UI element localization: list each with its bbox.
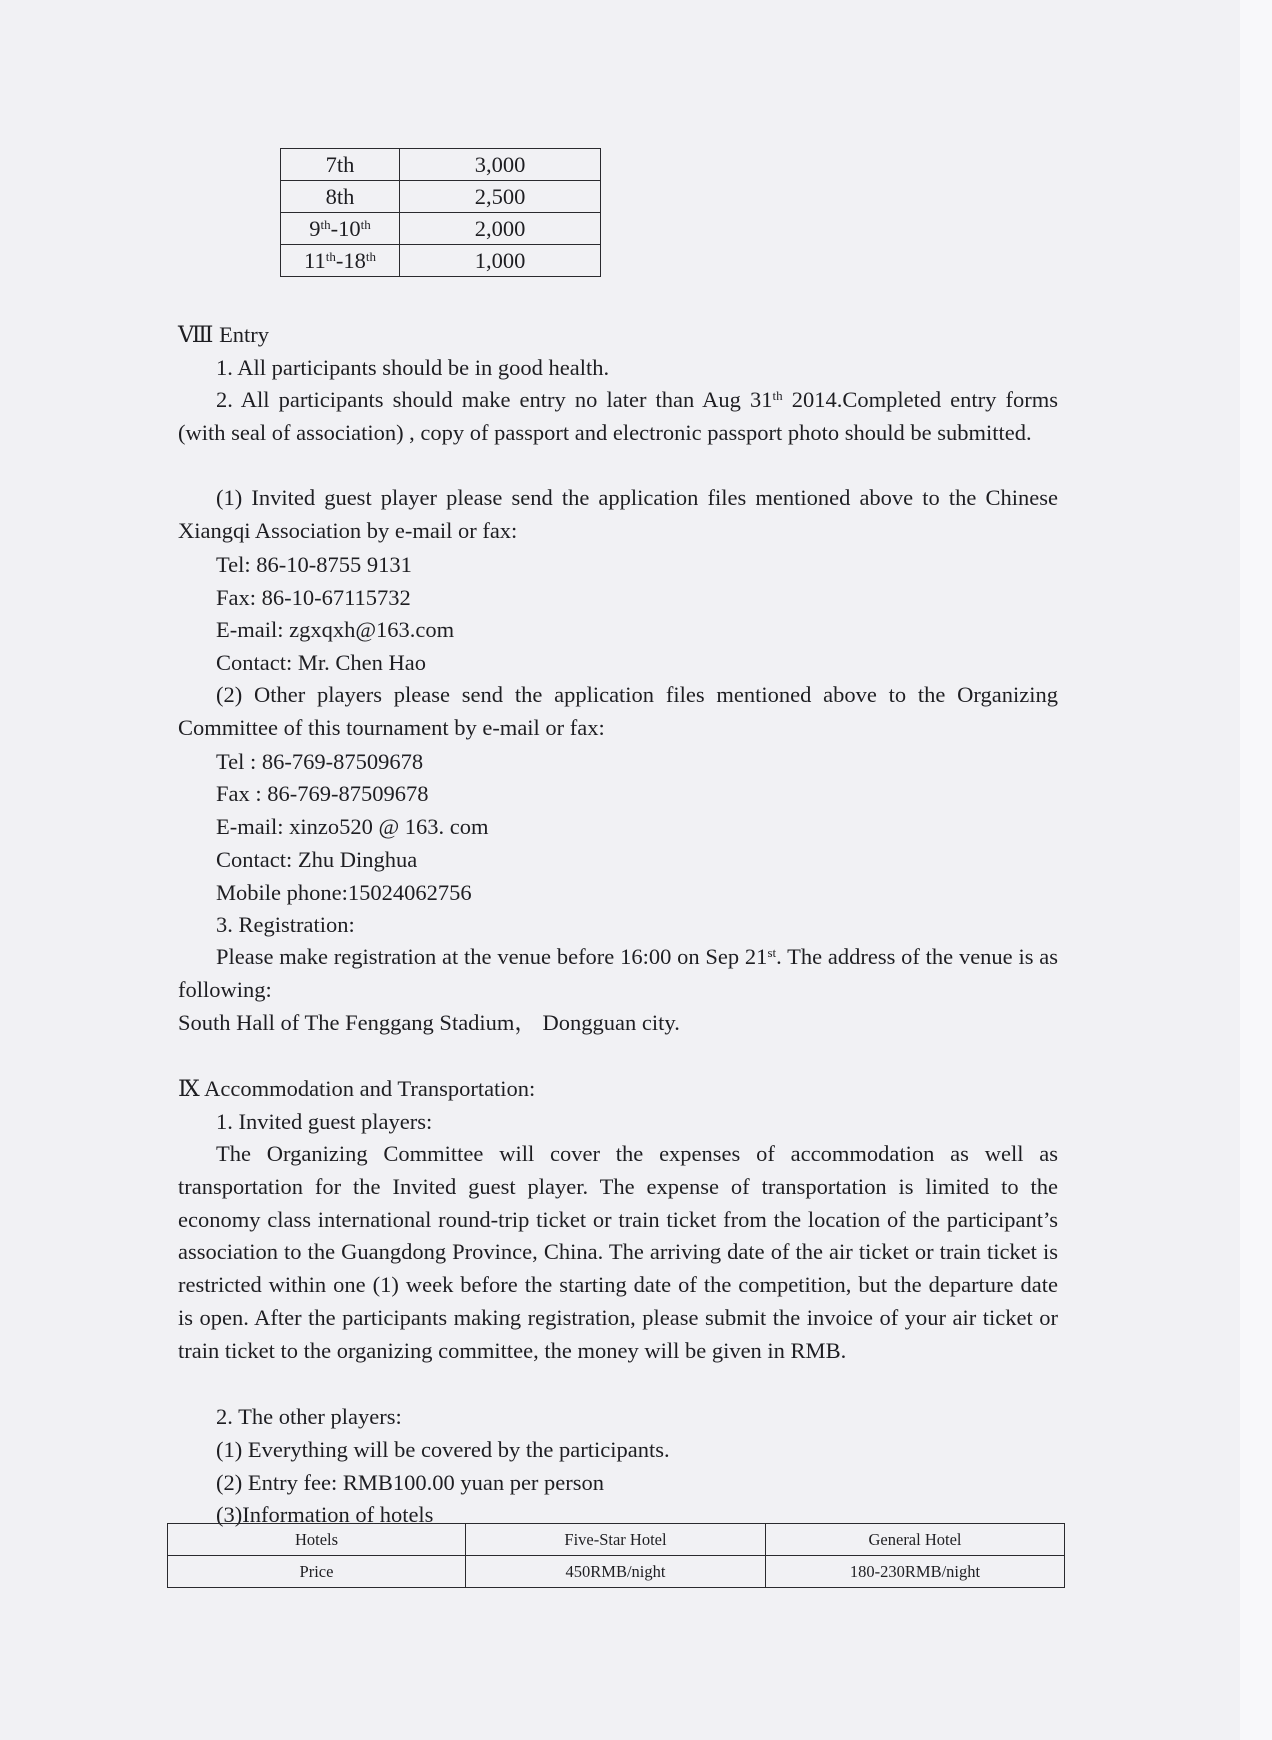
table-cell: 180-230RMB/night: [766, 1556, 1065, 1588]
entry-sub2-email: E-mail: xinzo520 @ 163. com: [216, 814, 489, 839]
entry-sub-2: (2) Other players please send the application files mentioned above to the Organizing Committee of this tournament by e-mail or fax:: [178, 682, 1058, 740]
entry-sub2-tel: Tel : 86-769-87509678: [216, 749, 424, 774]
table-cell: 450RMB/night: [466, 1556, 766, 1588]
rank-cell: 9th-10th: [281, 213, 400, 245]
table-header-cell: General Hotel: [766, 1524, 1065, 1556]
entry-sub1-fax: Fax: 86-10-67115732: [216, 585, 411, 610]
table-row: [168, 1556, 1065, 1588]
prize-table: [280, 148, 601, 277]
entry-sub-1: (1) Invited guest player please send the application files mentioned above to the Chinese Xiangqi Association by e-mail or fax:: [178, 485, 1058, 543]
hotel-table: [167, 1523, 1065, 1588]
rank-cell: 11th-18th: [281, 245, 400, 277]
table-cell: Price: [168, 1556, 466, 1588]
table-row: [281, 213, 601, 245]
amount-cell: 2,000: [400, 213, 601, 245]
entry-sub2-fax: Fax : 86-769-87509678: [216, 781, 429, 806]
amount-cell: 1,000: [400, 245, 601, 277]
amount-cell: 3,000: [400, 149, 601, 181]
entry-sub2-mobile: Mobile phone:15024062756: [216, 880, 472, 905]
amount-cell: 2,500: [400, 181, 601, 213]
entry-item-1: 1. All participants should be in good health.: [216, 355, 610, 380]
accommodation-item-1: 1. Invited guest players:: [216, 1109, 433, 1134]
table-header-row: [168, 1524, 1065, 1556]
accommodation-item-2-3: (3)Information of hotels: [216, 1502, 434, 1527]
entry-venue: South Hall of The Fenggang Stadium， Dongguan city.: [178, 1010, 680, 1035]
entry-item-2: 2. All participants should make entry no later than Aug 31th 2014.Completed entry forms (with seal of association) , copy of passport and electronic passport photo should be submitted.: [178, 387, 1058, 445]
entry-sub2-contact: Contact: Zhu Dinghua: [216, 847, 418, 872]
entry-item-3: 3. Registration:: [216, 912, 355, 937]
accommodation-item-2-2: (2) Entry fee: RMB100.00 yuan per person: [216, 1470, 605, 1495]
rank-cell: 8th: [281, 181, 400, 213]
table-header-cell: Hotels: [168, 1524, 466, 1556]
table-header-cell: Five-Star Hotel: [466, 1524, 766, 1556]
accommodation-heading: Ⅸ Accommodation and Transportation:: [178, 1076, 536, 1101]
table-row: [281, 245, 601, 277]
table-row: [281, 181, 601, 213]
entry-heading: Ⅷ Entry: [178, 322, 270, 347]
entry-sub1-contact: Contact: Mr. Chen Hao: [216, 650, 426, 675]
accommodation-item-2-1: (1) Everything will be covered by the participants.: [216, 1437, 670, 1462]
table-row: [281, 149, 601, 181]
accommodation-item-2: 2. The other players:: [216, 1404, 402, 1429]
page-edge: [1240, 0, 1272, 1740]
entry-sub1-tel: Tel: 86-10-8755 9131: [216, 552, 412, 577]
entry-sub1-email: E-mail: zgxqxh@163.com: [216, 617, 455, 642]
rank-cell: 7th: [281, 149, 400, 181]
entry-item-3-text: Please make registration at the venue before 16:00 on Sep 21st. The address of the venue is as following:: [178, 944, 1058, 1002]
accommodation-item-1-text: The Organizing Committee will cover the expenses of accommodation as well as transportation for the Invited guest player. The expense of transportation is limited to the economy class international round-trip ticket or train ticket from the location of the participant’s association to the Guangdong Province, China. The arriving date of the air ticket or train ticket is restricted within one (1) week before the starting date of the competition, but the departure date is open. After the participants making registration, please submit the invoice of your air ticket or train ticket to the organizing committee, the money will be given in RMB.: [178, 1141, 1058, 1363]
